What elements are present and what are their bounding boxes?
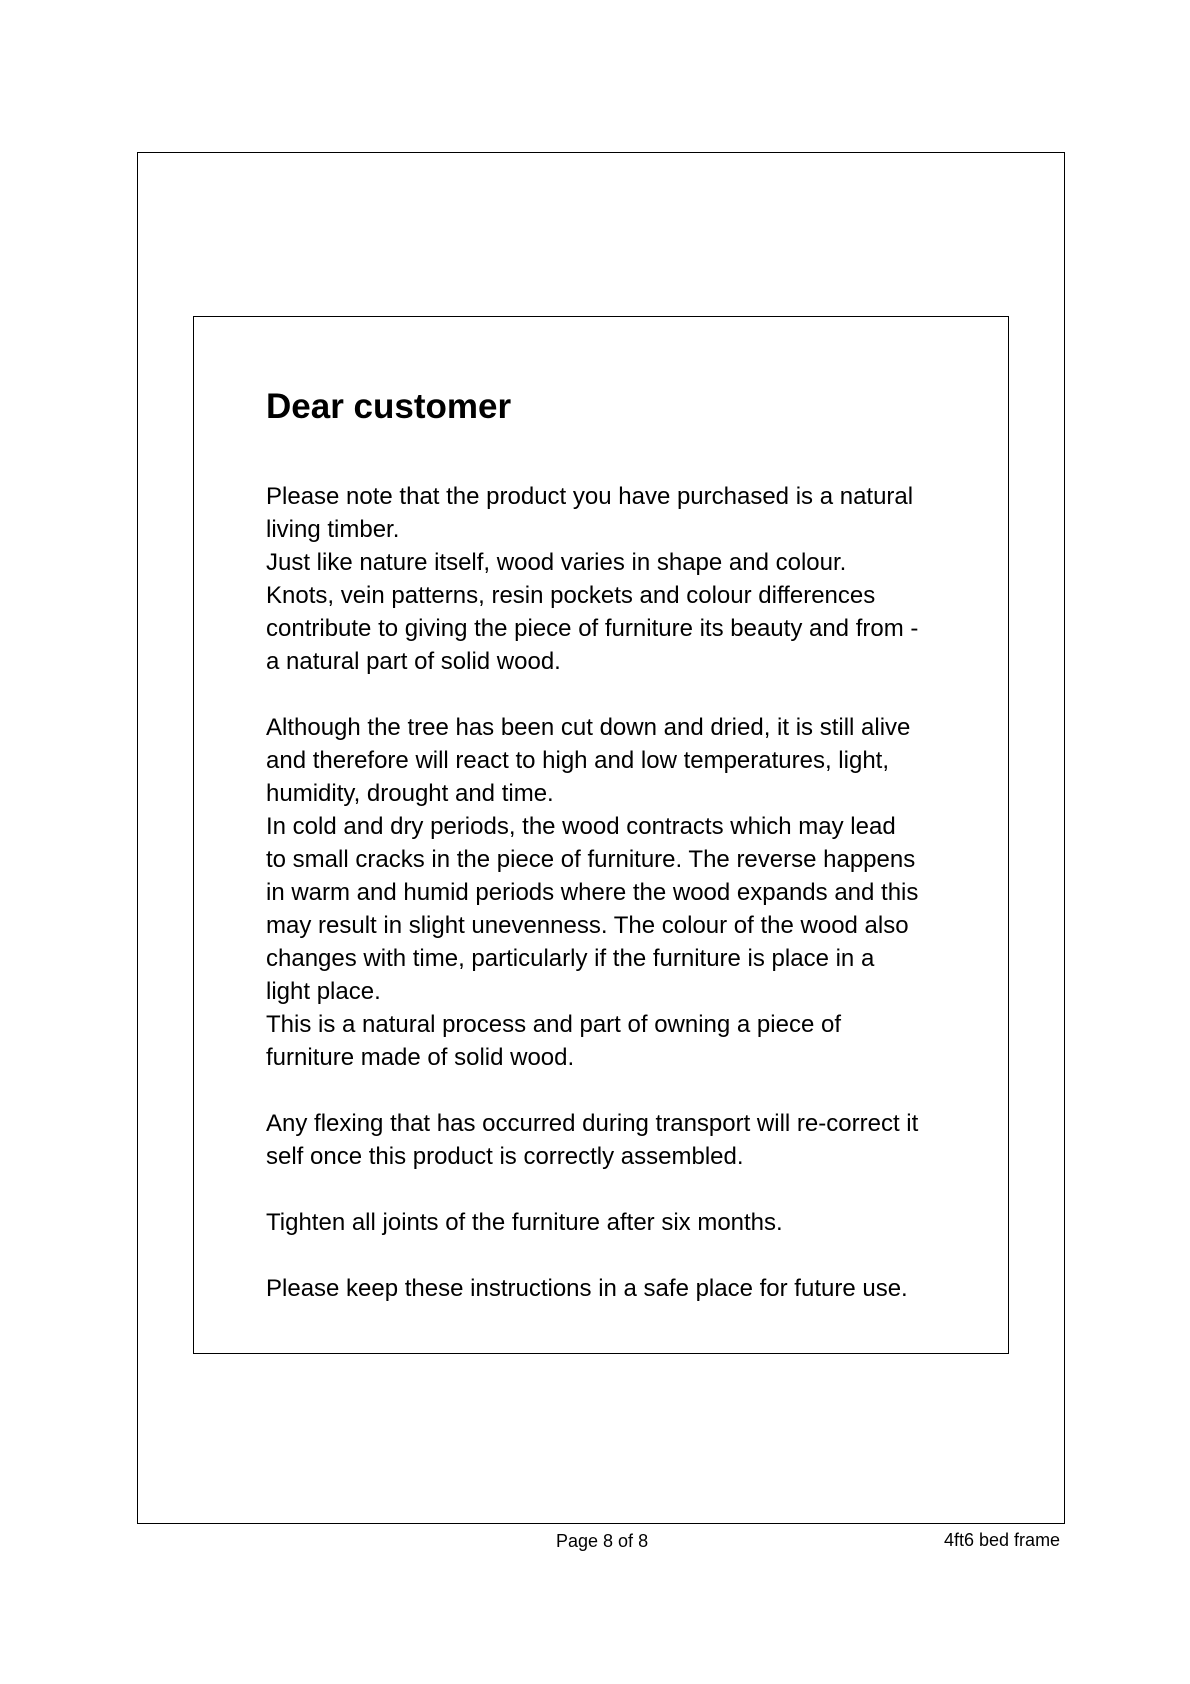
notice-line: Knots, vein patterns, resin pockets and colour differences — [266, 582, 876, 609]
page-number: Page 8 of 8 — [556, 1531, 649, 1551]
notice-line: a natural part of solid wood. — [266, 648, 561, 675]
notice-line: Although the tree has been cut down and dried, it is still alive — [266, 714, 911, 741]
notice-line: Just like nature itself, wood varies in shape and colour. — [266, 549, 847, 576]
product-name: 4ft6 bed frame — [944, 1530, 1061, 1550]
notice-line: in warm and humid periods where the wood expands and this — [266, 879, 919, 906]
notice-line: Please note that the product you have purchased is a natural — [266, 483, 914, 510]
notice-line: This is a natural process and part of owning a piece of — [266, 1011, 841, 1038]
notice-line: Tighten all joints of the furniture after six months. — [266, 1209, 783, 1236]
notice-line: may result in slight unevenness. The colour of the wood also — [266, 912, 909, 939]
notice-line: Please keep these instructions in a safe place for future use. — [266, 1275, 908, 1302]
notice-line: light place. — [266, 978, 381, 1005]
notice-line: Any flexing that has occurred during transport will re-correct it — [266, 1110, 919, 1137]
notice-content — [266, 387, 966, 1305]
notice-line: living timber. — [266, 516, 400, 543]
notice-line: and therefore will react to high and low temperatures, light, — [266, 747, 890, 774]
notice-line: humidity, drought and time. — [266, 780, 554, 807]
notice-body — [266, 480, 966, 1305]
notice-line: contribute to giving the piece of furniture its beauty and from - — [266, 615, 919, 642]
notice-line: In cold and dry periods, the wood contracts which may lead — [266, 813, 896, 840]
notice-line: self once this product is correctly assembled. — [266, 1143, 744, 1170]
notice-line: to small cracks in the piece of furniture. The reverse happens — [266, 846, 916, 873]
notice-line: changes with time, particularly if the furniture is place in a — [266, 945, 875, 972]
notice-title: Dear customer — [266, 387, 512, 426]
notice-line: furniture made of solid wood. — [266, 1044, 575, 1071]
customer-notice-box — [193, 316, 1009, 1354]
